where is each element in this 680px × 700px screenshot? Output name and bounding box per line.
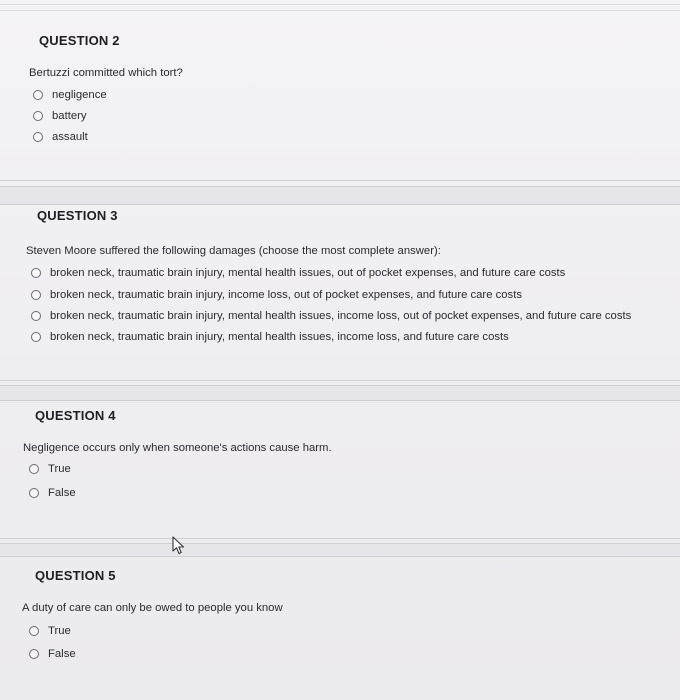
divider xyxy=(0,10,680,11)
divider xyxy=(0,543,680,544)
section-gap xyxy=(0,186,680,204)
option-label: broken neck, traumatic brain injury, income loss, out of pocket expenses, and future care costs xyxy=(50,289,522,301)
answer-option[interactable] xyxy=(29,648,76,660)
divider xyxy=(0,385,680,386)
divider xyxy=(0,380,680,381)
answer-option[interactable] xyxy=(29,625,71,637)
section-gap xyxy=(0,385,680,400)
answer-option[interactable] xyxy=(31,267,565,279)
option-label: broken neck, traumatic brain injury, mental health issues, out of pocket expenses, and future care costs xyxy=(50,267,566,279)
radio-button[interactable] xyxy=(29,649,39,659)
answer-option[interactable] xyxy=(31,331,509,343)
radio-button[interactable] xyxy=(29,626,39,636)
section-gap xyxy=(0,543,680,556)
radio-button[interactable] xyxy=(33,90,43,100)
question-title: QUESTION 5 xyxy=(35,568,116,583)
option-label: False xyxy=(48,487,76,499)
radio-button[interactable] xyxy=(33,111,43,121)
option-label: broken neck, traumatic brain injury, mental health issues, income loss, out of pocket expenses, and future care costs xyxy=(50,310,632,322)
radio-button[interactable] xyxy=(31,268,41,278)
option-label: True xyxy=(48,625,71,637)
question-title: QUESTION 4 xyxy=(35,408,116,423)
answer-option[interactable] xyxy=(33,131,88,143)
option-label: negligence xyxy=(52,89,107,101)
option-label: assault xyxy=(52,131,88,143)
option-label: broken neck, traumatic brain injury, mental health issues, income loss, and future care costs xyxy=(50,331,509,343)
option-label: False xyxy=(48,648,76,660)
answer-option[interactable] xyxy=(29,487,76,499)
question-text: Bertuzzi committed which tort? xyxy=(29,67,183,79)
divider xyxy=(0,400,680,401)
question-text: A duty of care can only be owed to people you know xyxy=(22,602,283,614)
radio-button[interactable] xyxy=(31,311,41,321)
radio-button[interactable] xyxy=(29,488,39,498)
option-label: battery xyxy=(52,110,87,122)
question-text: Steven Moore suffered the following damages (choose the most complete answer): xyxy=(26,245,441,257)
radio-button[interactable] xyxy=(33,132,43,142)
answer-option[interactable] xyxy=(31,289,522,301)
divider xyxy=(0,204,680,205)
answer-option[interactable] xyxy=(33,89,107,101)
radio-button[interactable] xyxy=(29,464,39,474)
divider xyxy=(0,4,680,5)
divider xyxy=(0,180,680,181)
divider xyxy=(0,186,680,187)
question-title: QUESTION 3 xyxy=(37,208,118,223)
divider xyxy=(0,538,680,539)
answer-option[interactable] xyxy=(33,110,87,122)
answer-option[interactable] xyxy=(31,310,631,322)
answer-option[interactable] xyxy=(29,463,71,475)
question-title: QUESTION 2 xyxy=(39,33,120,48)
radio-button[interactable] xyxy=(31,290,41,300)
option-label: True xyxy=(48,463,71,475)
divider xyxy=(0,556,680,557)
question-text: Negligence occurs only when someone's actions cause harm. xyxy=(23,442,332,454)
mouse-cursor-icon xyxy=(171,536,187,556)
radio-button[interactable] xyxy=(31,332,41,342)
